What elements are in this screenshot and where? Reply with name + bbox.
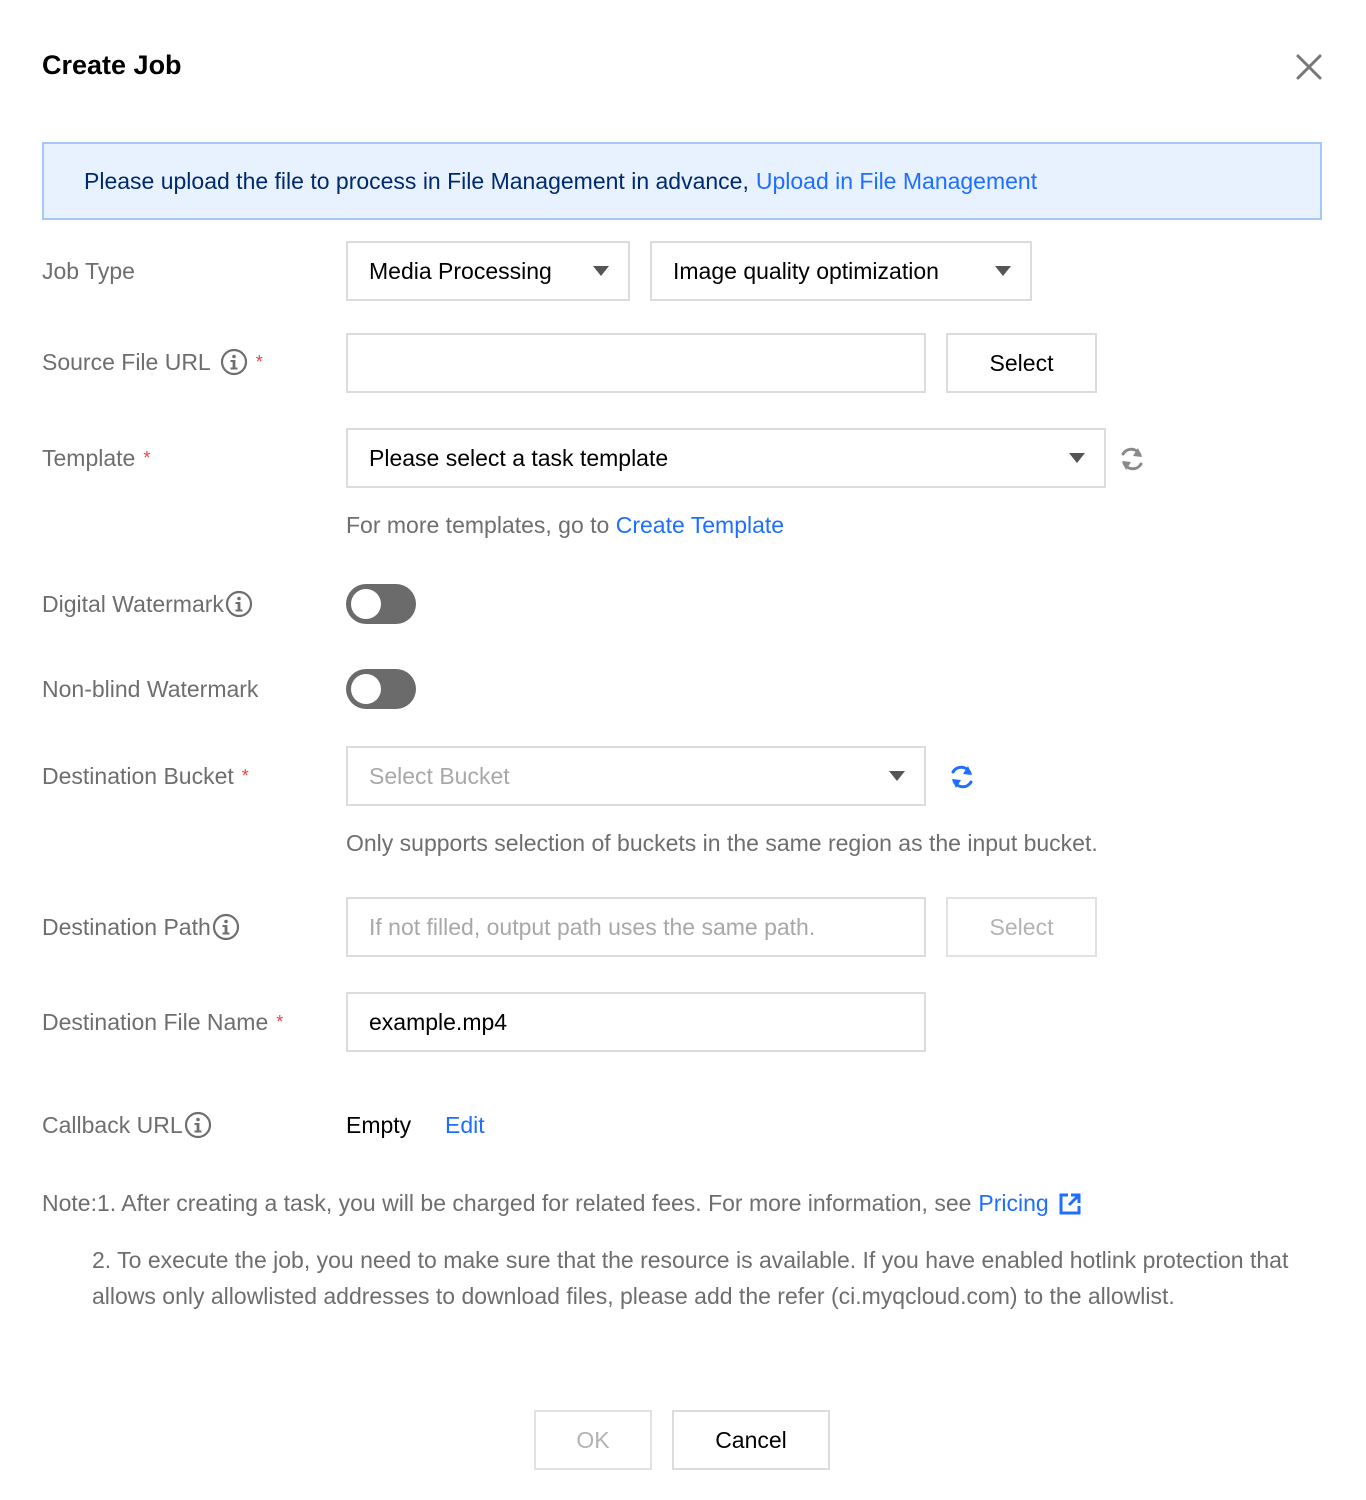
create-template-link[interactable]: Create Template (615, 512, 785, 538)
template-select[interactable]: Please select a task template (346, 428, 1106, 488)
chevron-down-icon (1069, 453, 1085, 463)
callback-url-label: Callback URL (42, 1111, 212, 1139)
info-icon[interactable] (184, 1111, 212, 1139)
upload-in-file-management-link[interactable]: Upload in File Management (755, 167, 1038, 194)
digital-watermark-toggle[interactable] (346, 584, 416, 624)
destination-file-name-label: Destination File Name * (42, 1009, 284, 1035)
required-asterisk: * (241, 766, 249, 786)
notice-text: Please upload the file to process in File Management in advance, (84, 167, 749, 194)
toggle-knob (351, 674, 381, 704)
template-refresh-icon[interactable] (1117, 444, 1147, 474)
ok-button[interactable]: OK (534, 1410, 652, 1470)
destination-path-select-button: Select (946, 897, 1097, 957)
nonblind-watermark-label: Non-blind Watermark (42, 676, 259, 702)
upload-notice (42, 142, 1322, 220)
destination-path-input[interactable]: If not filled, output path uses the same path. (346, 897, 926, 957)
pricing-link[interactable]: Pricing (978, 1190, 1049, 1216)
chevron-down-icon (593, 266, 609, 276)
destination-path-label: Destination Path (42, 913, 240, 941)
source-file-url-label: Source File URL * (42, 348, 263, 375)
note-prefix: Note: (42, 1190, 97, 1216)
job-type-label: Job Type (42, 258, 135, 284)
destination-bucket-select[interactable]: Select Bucket (346, 746, 926, 806)
nonblind-watermark-toggle[interactable] (346, 669, 416, 709)
job-type-select[interactable]: Media Processing (346, 241, 630, 301)
info-icon[interactable] (220, 348, 248, 376)
template-help: For more templates, go to Create Template (346, 512, 785, 538)
required-asterisk: * (255, 351, 263, 372)
required-asterisk: * (143, 448, 151, 468)
note-line-2: 2. To execute the job, you need to make sure that the resource is available. If you have enabled hotlink protection that allows only allowlisted addresses to download files, please add the refer (ci.myqcloud.com) to the allowlist. (92, 1247, 1289, 1309)
chevron-down-icon (889, 771, 905, 781)
info-icon[interactable] (225, 590, 253, 618)
callback-edit-link[interactable]: Edit (445, 1112, 485, 1138)
destination-bucket-help: Only supports selection of buckets in the same region as the input bucket. (346, 830, 1098, 856)
note-line-1: Note: 1. After creating a task, you will be charged for related fees. For more information, see Pricing (42, 1190, 1082, 1217)
chevron-down-icon (995, 266, 1011, 276)
external-link-icon[interactable] (1058, 1192, 1082, 1216)
job-subtype-select[interactable]: Image quality optimization (650, 241, 1032, 301)
source-select-button[interactable]: Select (946, 333, 1097, 393)
dialog-title: Create Job (42, 50, 182, 80)
toggle-knob (351, 589, 381, 619)
cancel-button[interactable]: Cancel (672, 1410, 830, 1470)
required-asterisk: * (276, 1012, 284, 1032)
info-icon[interactable] (212, 913, 240, 941)
source-file-url-input[interactable] (346, 333, 926, 393)
close-icon[interactable] (1292, 50, 1326, 84)
template-label: Template * (42, 445, 151, 471)
digital-watermark-label: Digital Watermark (42, 590, 253, 618)
bucket-refresh-icon[interactable] (947, 762, 977, 792)
callback-url-value: Empty (346, 1112, 412, 1138)
destination-file-name-input[interactable]: example.mp4 (346, 992, 926, 1052)
destination-bucket-label: Destination Bucket * (42, 763, 249, 789)
